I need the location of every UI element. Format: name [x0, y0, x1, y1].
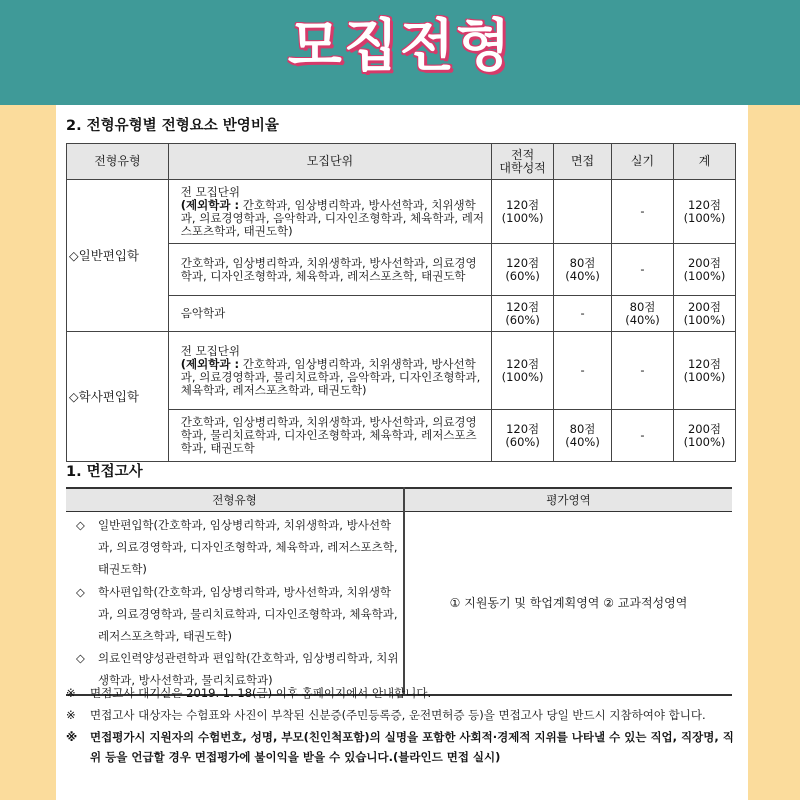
- interview-table: [66, 487, 732, 696]
- interview-cell: -: [554, 332, 612, 410]
- type-transfer: ◇학사편입학: [67, 332, 169, 462]
- unit-cell: 간호학과, 임상병리학과, 치위생학과, 방사선학과, 의료경영학과, 물리치료학과, 디자인조형학과, 체육학과, 레저스포츠학과, 태권도학: [168, 410, 491, 462]
- interview-header-row: [66, 488, 732, 512]
- grade-cell: 120점 (60%): [492, 410, 554, 462]
- grade-cell: 120점 (60%): [492, 244, 554, 296]
- interview-cell: [554, 180, 612, 244]
- col-header-type: 전형유형: [66, 488, 404, 512]
- page-title: 모집전형: [287, 14, 513, 79]
- table-row: [67, 180, 736, 244]
- interview-cell: -: [554, 296, 612, 332]
- table-header-row: [67, 144, 736, 180]
- header-banner: [0, 0, 800, 105]
- col-header-type: 전형유형: [67, 144, 169, 180]
- section-1-title: 1. 면접고사: [66, 464, 143, 480]
- total-cell: 200점 (100%): [673, 244, 735, 296]
- practical-cell: -: [612, 180, 674, 244]
- interview-cell: 80점 (40%): [554, 244, 612, 296]
- note-item: ※ 면접고사 대상자는 수험표와 사진이 부착된 신분증(주민등록증, 운전면허증 등)을 면접고사 당일 반드시 지참하여야 합니다.: [66, 708, 706, 722]
- interview-cell: 80점 (40%): [554, 410, 612, 462]
- type-general: ◇일반편입학: [67, 180, 169, 332]
- unit-cell: 간호학과, 임상병리학과, 치위생학과, 방사선학과, 의료경영학과, 디자인조형학과, 체육학과, 레저스포츠학, 태권도학: [168, 244, 491, 296]
- col-header-interview: 면접: [554, 144, 612, 180]
- list-item: ◇ 의료인력양성관련학과 편입학(간호학과, 임상병리학과, 치위생학과, 방사선학과, 물리치료학과): [76, 651, 399, 688]
- note-item-bold: ※ 면접평가시 지원자의 수험번호, 성명, 부모(친인척포함)의 실명을 포함한 사회적·경제적 지위를 나타낼 수 있는 직업, 직장명, 직위 등을 언급할 경우 면접평가에 불이익을 받을 수 있습니다.(블라인드 면접 실시): [66, 730, 734, 764]
- evaluation-area-cell: ① 지원동기 및 학업계획영역 ② 교과적성영역: [404, 512, 732, 695]
- interview-body-row: [66, 512, 732, 695]
- document-page: [56, 105, 748, 800]
- unit-cell: 전 모집단위 (제외학과 : 간호학과, 임상병리학과, 방사선학과, 치위생학과, 의료경영학과, 음악학과, 디자인조형학과, 체육학과, 레저스포츠학과, 태권도학): [168, 180, 491, 244]
- col-header-practical: 실기: [612, 144, 674, 180]
- col-header-unit: 모집단위: [168, 144, 491, 180]
- total-cell: 200점 (100%): [673, 410, 735, 462]
- practical-cell: -: [612, 244, 674, 296]
- section-2-title: 2. 전형유형별 전형요소 반영비율: [66, 118, 279, 134]
- col-header-total: 계: [673, 144, 735, 180]
- grade-cell: 120점 (60%): [492, 296, 554, 332]
- practical-cell: -: [612, 332, 674, 410]
- total-cell: 200점 (100%): [673, 296, 735, 332]
- list-item: ◇ 학사편입학(간호학과, 임상병리학과, 방사선학과, 치위생학과, 의료경영학과, 물리치료학과, 디자인조형학과, 체육학과, 레저스포츠학과, 태권도학): [76, 584, 398, 644]
- total-cell: 120점 (100%): [673, 180, 735, 244]
- practical-cell: -: [612, 410, 674, 462]
- total-cell: 120점 (100%): [673, 332, 735, 410]
- practical-cell: 80점 (40%): [612, 296, 674, 332]
- grade-cell: 120점 (100%): [492, 332, 554, 410]
- list-item: ◇ 일반편입학(간호학과, 임상병리학과, 치위생학과, 방사선학과, 의료경영학과, 디자인조형학과, 체육학과, 레저스포츠학, 태권도학): [76, 518, 398, 577]
- col-header-grade: 전적 대학성적: [492, 144, 554, 180]
- selection-ratio-table: [66, 143, 736, 462]
- table-row: [67, 332, 736, 410]
- unit-cell: 전 모집단위 (제외학과 : 간호학과, 임상병리학과, 치위생학과, 방사선학과, 의료경영학과, 물리치료학과, 음악학과, 디자인조형학과, 체육학과, 레저스포츠학과, 태권도학): [168, 332, 491, 410]
- note-item: ※ 면접고사 대기실은 2019. 1. 18(금) 이후 홈페이지에서 안내합니다.: [66, 686, 432, 700]
- interview-types-cell: [66, 512, 404, 695]
- col-header-area: 평가영역: [404, 488, 732, 512]
- notes: [66, 683, 740, 769]
- unit-cell: 음악학과: [168, 296, 491, 332]
- grade-cell: 120점 (100%): [492, 180, 554, 244]
